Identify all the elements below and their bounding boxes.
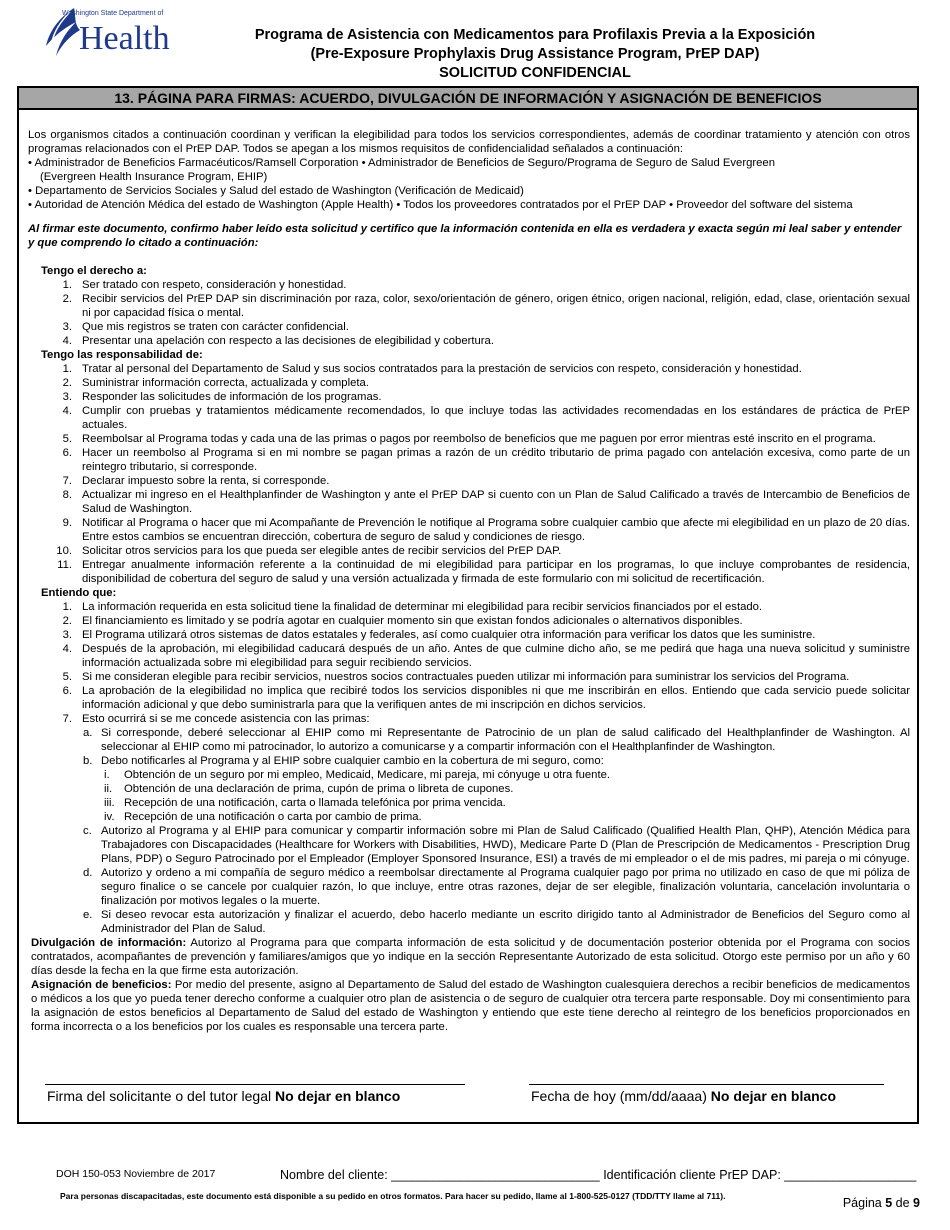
list-item-text: Solicitar otros servicios para los que pueda ser elegible antes de recibir servicios del PrEP DAP. [82, 545, 562, 557]
list-item [28, 292, 910, 320]
date-label [531, 1088, 836, 1104]
sub-item-letter: a. [83, 727, 93, 739]
list-item [28, 782, 910, 796]
list-item-text: Entregar anualmente información referente a la continuidad de mi elegibilidad para participar en los programas, lo que incluye comprobantes de residencia, disponibilidad de cobertura del seguro de salud y una versión actualizada y firmada de este formulario con mi solicitud de recertificación. [82, 559, 910, 585]
list-item [28, 446, 910, 474]
list-item [28, 432, 910, 446]
list-item [28, 544, 910, 558]
sub-list [28, 824, 910, 936]
signature-line[interactable] [45, 1084, 465, 1085]
certification-statement: Al firmar este documento, confirmo haber leído esta solicitud y certifico que la información contenida en ella es verdadera y exacta según mi leal saber y entender y que comprendo lo citado a continuación: [28, 223, 902, 249]
list-item-text: Suministrar información correcta, actualizada y completa. [82, 377, 369, 389]
list-item-text: El Programa utilizará otros sistemas de datos estatales y federales, así como cualquier otra información para verificar los datos que les suministre. [82, 629, 816, 641]
list-item-text: Recepción de una notificación o carta por cambio de prima. [124, 811, 422, 823]
list-item-text: Recibir servicios del PrEP DAP sin discriminación por raza, color, sexo/orientación de género, origen étnico, origen nacional, religión, edad, clase, orientación sexual ni por capacidad física o mental. [82, 293, 910, 319]
list-item-number: 7. [62, 713, 72, 725]
form-frame [17, 86, 919, 1124]
understand-heading: Entiendo que: [41, 587, 117, 599]
list-item [28, 628, 910, 642]
list-item [28, 404, 910, 432]
responsibilities-heading: Tengo las responsabilidad de: [41, 349, 203, 361]
list-item-number: 4. [62, 335, 72, 347]
agency-list [28, 156, 910, 212]
list-item-text: La aprobación de la elegibilidad no implica que recibiré todos los servicios disponibles ni que me inscribirán en ellos. Entiendo que cada servicio puede solicitar información adicional y que debo suministrarla para que la verifiquen antes de mi inscripción en dichos servicios. [82, 685, 910, 711]
list-item-text: Reembolsar al Programa todas y cada una de las primas o pagos por reembolso de beneficios que me paguen por error mientras esté inscrito en el programa. [82, 433, 876, 445]
rights-heading: Tengo el derecho a: [41, 265, 147, 277]
sub-item [28, 726, 910, 754]
list-item-number: i. [104, 769, 110, 781]
accessibility-note: Para personas discapacitadas, este documento está disponible a su pedido en otros formatos. Para hacer su pedido, llame al 1-800-525-0127 (TDD/TTY llame al 711). [60, 1191, 726, 1201]
list-item [28, 516, 910, 544]
understand-list [28, 600, 910, 726]
agency-item: • Departamento de Servicios Sociales y Salud del estado de Washington (Verificación de Medicaid) [28, 185, 524, 197]
list-item-text: Después de la aprobación, mi elegibilidad caducará después de un año. Antes de que culmine dicho año, se me pedirá que haga una nueva solicitud y suministre información actualizada sobre mi elegibilidad para seguir recibiendo servicios. [82, 643, 910, 669]
list-item [28, 600, 910, 614]
list-item-text: Recepción de una notificación, carta o llamada telefónica por prima vencida. [124, 797, 506, 809]
list-item-text: Que mis registros se traten con carácter confidencial. [82, 321, 349, 333]
date-required: No dejar en blanco [710, 1088, 837, 1104]
list-item-number: 3. [62, 391, 72, 403]
list-item [28, 796, 910, 810]
page-header [180, 26, 890, 83]
list-item [28, 824, 910, 866]
list-item-number: 5. [62, 671, 72, 683]
list-item [28, 488, 910, 516]
header-title-en: (Pre-Exposure Prophylaxis Drug Assistance Program, PrEP DAP) [310, 46, 760, 62]
client-fields[interactable]: Nombre del cliente: ______________________________ Identificación cliente PrEP DAP: ___________________ [280, 1168, 917, 1182]
logo-big-text: Health [79, 20, 170, 57]
list-item-number: 6. [62, 447, 72, 459]
list-item [28, 390, 910, 404]
list-item-number: 8. [62, 489, 72, 501]
responsibilities-list [28, 362, 910, 586]
list-item-number: iv. [104, 811, 115, 823]
list-item [28, 558, 910, 586]
list-item-number: 3. [62, 629, 72, 641]
list-item [28, 614, 910, 628]
sub-item-text: Si corresponde, deberé seleccionar al EHIP como mi Representante de Patrocinio de un plan de salud calificado del Healthplanfinder de Washington. Al seleccionar al EHIP como mi patrocinador, lo autorizo a comunicarse y a compartir información con el Healthplanfinder de Washington. [101, 727, 910, 753]
assignment-label: Asignación de beneficios: [31, 979, 172, 991]
assignment-paragraph [28, 978, 910, 1034]
disclosure-paragraph [28, 936, 910, 978]
header-title-es: Programa de Asistencia con Medicamentos para Profilaxis Previa a la Exposición [254, 27, 816, 43]
list-item-number: 1. [62, 363, 72, 375]
list-item-number: 6. [62, 685, 72, 697]
rights-list [28, 278, 910, 348]
list-item-text: Notificar al Programa o hacer que mi Acompañante de Prevención le notifique al Programa sobre cualquier cambio que afecte mi elegibilidad en un plazo de 20 días. Entre estos cambios se encuentran dirección, cobertura de seguro de salud y condiciones de riesgo. [82, 517, 910, 543]
list-item [28, 908, 910, 936]
list-item [28, 712, 910, 726]
roman-list [28, 768, 910, 824]
list-item-text: La información requerida en esta solicitud tiene la finalidad de determinar mi elegibilidad para recibir servicios financiados por el estado. [82, 601, 763, 613]
list-item-text: Ser tratado con respeto, consideración y honestidad. [82, 279, 347, 291]
list-item-text: El financiamiento es limitado y se podría agotar en cualquier momento sin que existan fondos adicionales o alternativos disponibles. [82, 615, 743, 627]
agency-item: • Administrador de Beneficios Farmacéuticos/Ramsell Corporation • Administrador de Beneficios de Seguro/Programa de Seguro de Salud Evergreen [28, 157, 775, 169]
agency-item: (Evergreen Health Insurance Program, EHIP) [40, 171, 268, 183]
sub-item-text: Debo notificarles al Programa y al EHIP sobre cualquier cambio en la cobertura de mi seguro, como: [101, 755, 604, 767]
list-item-number: 3. [62, 321, 72, 333]
list-item-text: Responder las solicitudes de información de los programas. [82, 391, 382, 403]
list-item-number: 7. [62, 475, 72, 487]
list-item [28, 810, 910, 824]
list-item-text: Obtención de una declaración de prima, cupón de prima o libreta de cupones. [124, 783, 514, 795]
sub-item [28, 754, 910, 768]
list-item [28, 278, 910, 292]
list-item-number: 10. [56, 545, 72, 557]
list-item-text: Obtención de un seguro por mi empleo, Medicaid, Medicare, mi pareja, mi cónyuge u otra fuente. [124, 769, 611, 781]
list-item-number: 2. [62, 615, 72, 627]
disclosure-text: Autorizo al Programa para que comparta información de esta solicitud y de documentación posterior obtenida por el Programa con socios contratados, acompañantes de prevención y familiares/amigos que yo indique en la sección Representante Autorizado de esta solicitud. Otorgo este permiso por un año y 60 días desde la fecha en la que firme esta autorización. [31, 937, 910, 977]
list-item [28, 866, 910, 908]
list-item-number: 11. [57, 559, 72, 571]
list-item-text: Cumplir con pruebas y tratamientos médicamente recomendados, lo que incluye todas las actividades recomendadas en los estándares de práctica de PrEP actuales. [82, 405, 910, 431]
list-item-text: Hacer un reembolso al Programa si en mi nombre se pagan primas a razón de un crédito tributario de prima pagado con antelación excesiva, como parte de un reintegro tributario, si corresponde. [82, 447, 910, 473]
list-item-number: 4. [62, 643, 72, 655]
list-item-number: 2. [62, 377, 72, 389]
list-item [28, 362, 910, 376]
agency-item: • Autoridad de Atención Médica del estado de Washington (Apple Health) • Todos los proveedores contratados por el PrEP DAP • Proveedor del software del sistema [28, 199, 853, 211]
list-item-number: 1. [62, 279, 72, 291]
page-prefix: Página [842, 1196, 886, 1210]
list-item [28, 768, 910, 782]
list-item-number: 1. [62, 601, 72, 613]
page-current: 5 [885, 1196, 893, 1210]
list-item-number: e. [83, 909, 93, 921]
list-item-text: Si me consideran elegible para recibir servicios, nuestros socios contractuales pueden utilizar mi información para suministrar los servicios del Programa. [82, 671, 850, 683]
disclosure-label: Divulgación de información: [31, 937, 187, 949]
page-sep: de [892, 1196, 914, 1210]
list-item-number: d. [83, 867, 93, 879]
sub-item-letter: b. [83, 755, 93, 767]
date-line[interactable] [529, 1084, 884, 1085]
header-subtitle: SOLICITUD CONFIDENCIAL [439, 65, 631, 81]
list-item-text: Esto ocurrirá si se me concede asistencia con las primas: [82, 713, 370, 725]
list-item-text: Si deseo revocar esta autorización y finalizar el acuerdo, debo hacerlo mediante un escrito dirigido tanto al Administrador de Beneficios del Seguro como al Administrador del Plan de Salud. [101, 909, 910, 935]
intro-paragraph: Los organismos citados a continuación coordinan y verifican la elegibilidad para todos los servicios correspondientes, además de coordinar tratamiento y atención con otros programas relacionados con el PrEP DAP. Todos se apegan a los mismos requisitos de confidencialidad señalados a continuación: [28, 129, 910, 155]
list-item-text: Tratar al personal del Departamento de Salud y sus socios contratados para la prestación de servicios con respeto, consideración y honestidad. [82, 363, 802, 375]
signature-label-text: Firma del solicitante o del tutor legal [47, 1088, 275, 1104]
list-item-text: Autorizo y ordeno a mi compañía de seguro médico a reembolsar directamente al Programa cualquier pago por prima no utilizado en caso de que mi póliza de seguro finalice o se cancele por cualquier razón, lo que incluye, entre otras razones, dejar de ser elegible, finalización voluntaria, cancelación involuntaria o finalización por motivos legales o la muerte. [101, 867, 910, 907]
page-total: 9 [913, 1196, 920, 1210]
list-item [28, 320, 910, 334]
list-item-text: Presentar una apelación con respecto a las decisiones de elegibilidad y cobertura. [82, 335, 494, 347]
list-item-number: 9. [62, 517, 72, 529]
list-item [28, 474, 910, 488]
signature-required: No dejar en blanco [275, 1088, 401, 1104]
list-item [28, 670, 910, 684]
doh-logo [40, 6, 170, 62]
form-content [28, 128, 910, 1034]
list-item-text: Declarar impuesto sobre la renta, si corresponde. [82, 475, 330, 487]
section-title: 13. PÁGINA PARA FIRMAS: ACUERDO, DIVULGACIÓN DE INFORMACIÓN Y ASIGNACIÓN DE BENEFICIOS [19, 88, 917, 110]
list-item-number: 4. [62, 405, 72, 417]
list-item-number: c. [83, 825, 92, 837]
date-label-text: Fecha de hoy (mm/dd/aaaa) [531, 1088, 711, 1104]
list-item [28, 376, 910, 390]
list-item-number: 5. [62, 433, 72, 445]
list-item-number: iii. [104, 797, 115, 809]
assignment-text: Por medio del presente, asigno al Departamento de Salud del estado de Washington cualesquiera derechos a recibir beneficios de medicamentos o médicos a los que yo pueda tener derecho conforme a cualquier otro plan de asistencia o de seguro de cualquier otra tercera parte responsable. Doy mi consentimiento para la asignación de estos beneficios al Departamento de Salud del estado de Washington y entiendo que este tiene derecho al reintegro de los beneficios proporcionados en forma incorrecta o a los beneficios por los cuales es responsable una tercera parte. [31, 979, 910, 1033]
list-item-text: Autorizo al Programa y al EHIP para comunicar y compartir información sobre mi Plan de Salud Calificado (Qualified Health Plan, QHP), Atención Médica para Trabajadores con Discapacidades (Healthcare for Workers with Disabilities, HWD), Medicare Parte D (Plan de Prescripción de Medicamentos - Prescription Drug Plans, PDP) o Seguro Patrocinado por el Empleador (Employer Sponsored Insurance, ESI) a través de mi empleador o el de mis padres, mi pareja o mi cónyuge. [101, 825, 910, 865]
list-item-number: ii. [104, 783, 113, 795]
list-item [28, 684, 910, 712]
list-item [28, 642, 910, 670]
list-item [28, 334, 910, 348]
page-number [843, 1196, 920, 1210]
list-item-number: 2. [62, 293, 72, 305]
signature-label [47, 1088, 400, 1104]
logo-small-text: Washington State Department of [62, 10, 164, 17]
form-id: DOH 150-053 Noviembre de 2017 [56, 1168, 216, 1180]
list-item-text: Actualizar mi ingreso en el Healthplanfinder de Washington y ante el PrEP DAP si cuento con un Plan de Salud Calificado a través de Intercambio de Beneficios de Salud de Washington. [82, 489, 910, 515]
